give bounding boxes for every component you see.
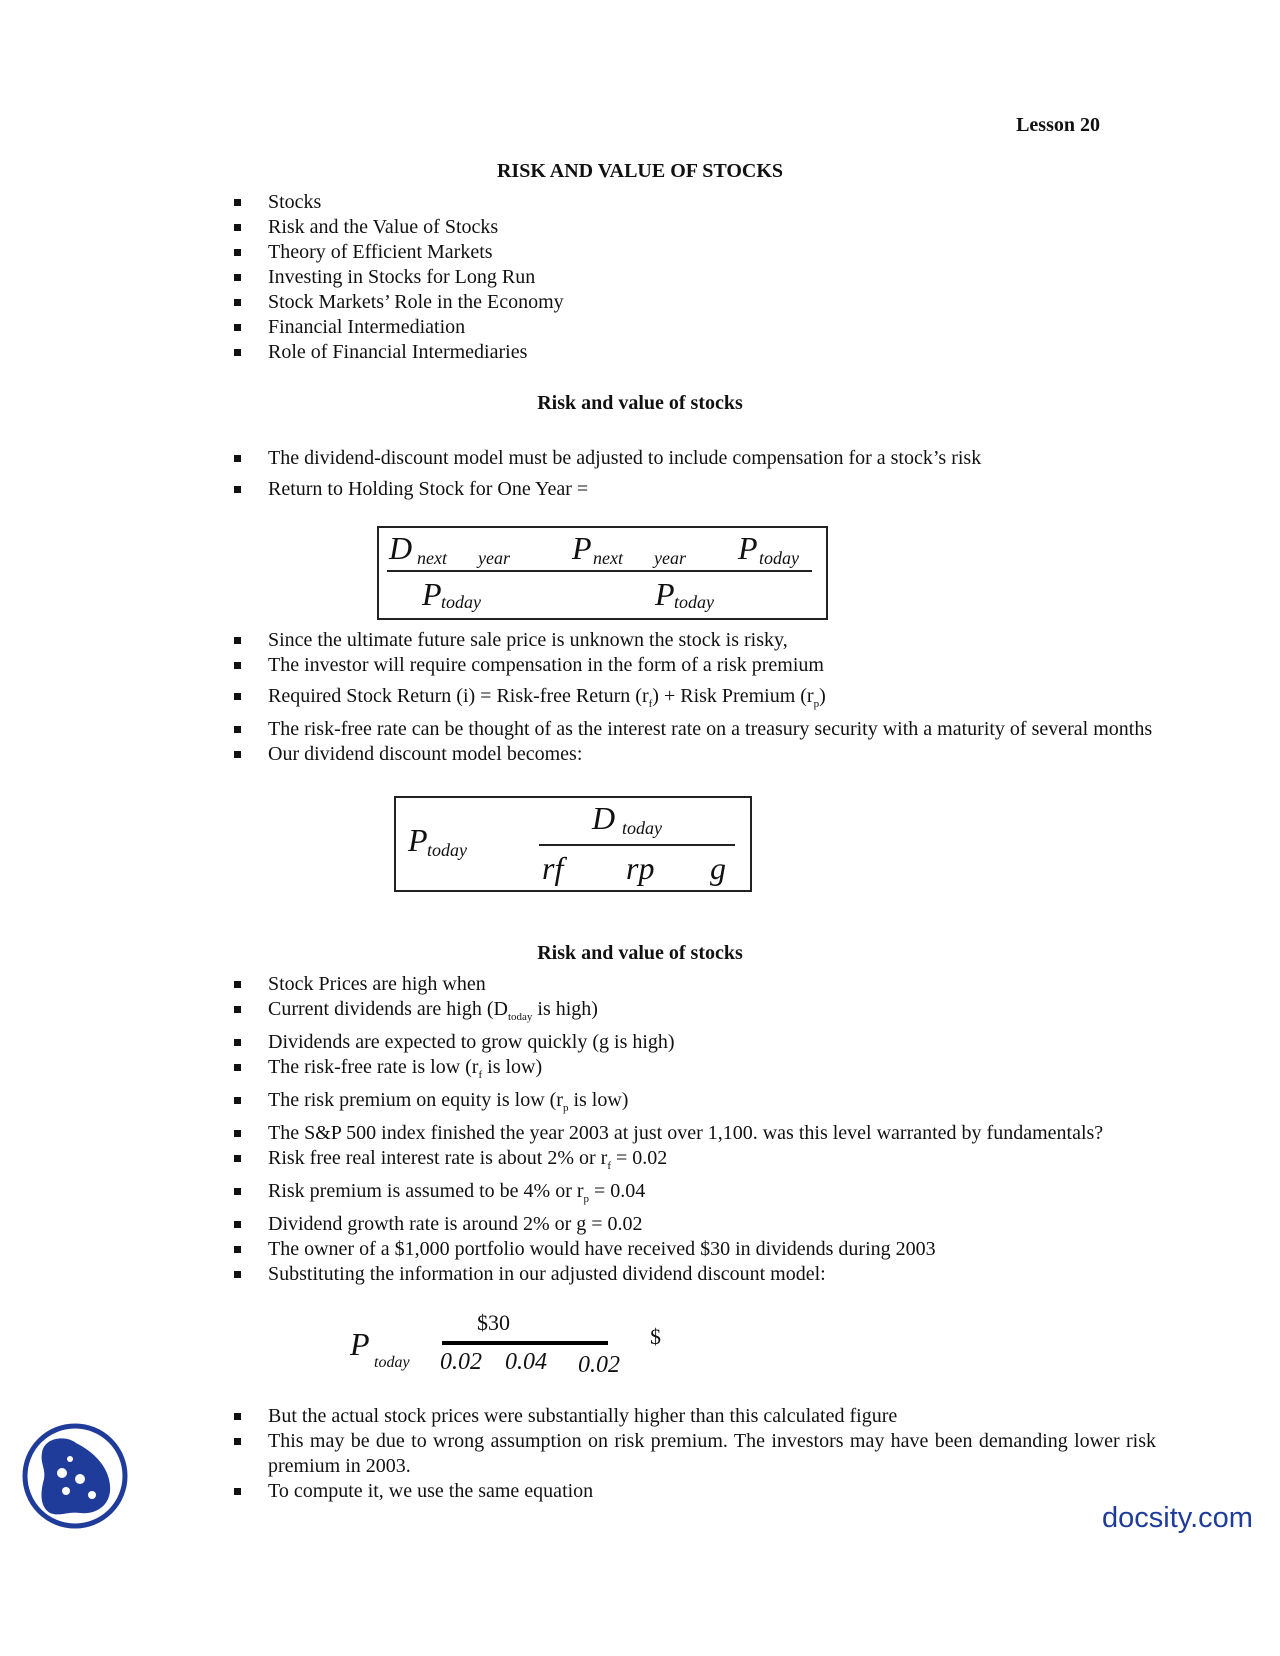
formula-term: $ — [650, 1324, 661, 1349]
list-item: The S&P 500 index finished the year 2003 at just over 1,100. was this level warranted by fundamentals? — [234, 1121, 1156, 1146]
price-formula — [340, 1310, 680, 1390]
list-item: To compute it, we use the same equation — [234, 1479, 1156, 1504]
lesson-number: Lesson 20 — [1016, 114, 1100, 136]
formula-symbol: P — [408, 822, 428, 858]
bullet-list — [234, 446, 1156, 502]
formula-subscript: today — [441, 592, 481, 612]
list-item: The owner of a $1,000 portfolio would have received $30 in dividends during 2003 — [234, 1237, 1156, 1262]
formula-numerator: $30 — [477, 1310, 510, 1335]
formula-symbol: D — [592, 800, 616, 836]
list-item: The risk-free rate can be thought of as the interest rate on a treasury security with a maturity of several months — [234, 717, 1156, 742]
list-item: Investing in Stocks for Long Run — [234, 265, 1156, 290]
fraction-bar — [539, 844, 735, 846]
formula-symbol: D — [389, 530, 413, 566]
list-item: Risk and the Value of Stocks — [234, 215, 1156, 240]
formula-symbol: P — [350, 1326, 370, 1362]
list-item: Stock Prices are high when — [234, 972, 1156, 997]
list-item: Risk premium is assumed to be 4% or $r_p = 0.04$ — [234, 1179, 1156, 1212]
formula-subscript: today — [674, 592, 714, 612]
list-item: Dividend growth rate is around 2% or g = 0.02 — [234, 1212, 1156, 1237]
formula-term: 0.02 — [440, 1349, 482, 1375]
fraction-bar — [387, 570, 812, 572]
list-item: Return to Holding Stock for One Year = — [234, 477, 1156, 502]
section-heading: Risk and value of stocks — [537, 942, 743, 964]
bullet-list — [234, 1404, 1156, 1504]
fraction-bar — [442, 1341, 608, 1345]
formula-term: g — [710, 850, 726, 886]
list-item: Stock Markets’ Role in the Economy — [234, 290, 1156, 315]
list-item: The risk-free rate is low ($r_f$ is low) — [234, 1055, 1156, 1088]
formula-symbol: P — [738, 530, 758, 566]
bullet-list — [234, 972, 1156, 1287]
formula-subscript: next — [593, 548, 623, 568]
list-item: Role of Financial Intermediaries — [234, 340, 1156, 365]
list-item: Required Stock Return (i) = Risk-free Return $(r_f)$ + Risk Premium $(r_p)$ — [234, 684, 1156, 717]
formula-term: rp — [626, 850, 655, 886]
list-item: Substituting the information in our adjusted dividend discount model: — [234, 1262, 1156, 1287]
list-item: But the actual stock prices were substantially higher than this calculated figure — [234, 1404, 1156, 1429]
docsity-watermark: docsity.com — [1102, 1502, 1253, 1534]
formula-subscript: year — [654, 548, 686, 568]
list-item: This may be due to wrong assumption on risk premium. The investors may have been demanding lower risk premium in 2003. — [234, 1429, 1156, 1479]
list-item: Dividends are expected to grow quickly (g is high) — [234, 1030, 1156, 1055]
formula-subscript: today — [427, 840, 467, 860]
list-item: The risk premium on equity is low ($r_p$ is low) — [234, 1088, 1156, 1121]
list-item: The investor will require compensation in the form of a risk premium — [234, 653, 1156, 678]
formula-subscript: next — [417, 548, 447, 568]
ddm-formula-box — [394, 796, 752, 892]
list-item: Risk free real interest rate is about 2% or $r_f = 0.02$ — [234, 1146, 1156, 1179]
docsity-logo-icon — [22, 1423, 128, 1529]
formula-symbol: P — [655, 576, 675, 612]
formula-symbol: P — [572, 530, 592, 566]
formula-subscript: today — [374, 1354, 410, 1371]
outline-list — [234, 190, 1156, 365]
formula-subscript: year — [478, 548, 510, 568]
list-item: The dividend-discount model must be adjusted to include compensation for a stock’s risk — [234, 446, 1156, 471]
list-item: Stocks — [234, 190, 1156, 215]
return-formula-box — [377, 526, 828, 620]
formula-term: rf — [542, 850, 564, 886]
formula-term: 0.02 — [578, 1352, 620, 1378]
list-item: Our dividend discount model becomes: — [234, 742, 1156, 767]
bullet-list — [234, 628, 1156, 767]
list-item: Theory of Efficient Markets — [234, 240, 1156, 265]
formula-subscript: today — [759, 548, 799, 568]
list-item: Current dividends are high ($D_{today}$ is high) — [234, 997, 1156, 1030]
page-title: RISK AND VALUE OF STOCKS — [496, 160, 783, 182]
section-heading: Risk and value of stocks — [537, 392, 743, 414]
list-item: Since the ultimate future sale price is unknown the stock is risky, — [234, 628, 1156, 653]
formula-symbol: P — [422, 576, 442, 612]
formula-term: 0.04 — [505, 1349, 547, 1375]
list-item: Financial Intermediation — [234, 315, 1156, 340]
formula-subscript: today — [622, 818, 662, 838]
